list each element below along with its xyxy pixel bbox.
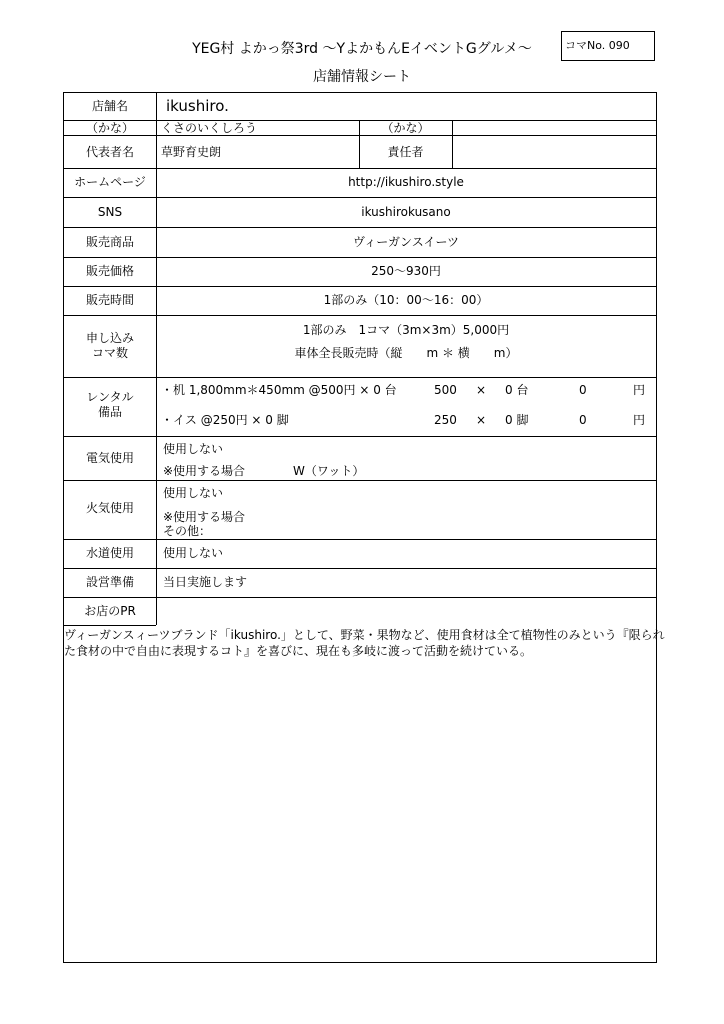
- fire-line-2: ※使用する場合: [163, 510, 246, 524]
- kana-label: （かな）: [85, 121, 134, 135]
- application-label-2: コマ数: [91, 346, 128, 360]
- products-value: ヴィーガンスイーツ: [353, 235, 459, 249]
- rental-chair-unit: 250: [434, 413, 457, 427]
- rental-chair-times: ×: [476, 413, 487, 427]
- column-line: [452, 120, 453, 168]
- pr-label: お店のPR: [84, 604, 136, 618]
- row-line: [64, 377, 656, 378]
- pr-line-2: た食材の中で自由に表現するコト』を喜びに、現在も多岐に渡って活動を続けている。: [64, 644, 533, 658]
- rental-chair-yen: 円: [633, 413, 646, 427]
- rental-desk-yen: 円: [633, 383, 646, 397]
- fire-line-1: 使用しない: [163, 486, 224, 500]
- row-line: [64, 227, 656, 228]
- store-name-label: 店舗名: [91, 99, 128, 113]
- setup-label: 設営準備: [85, 575, 134, 589]
- row-line: [64, 480, 656, 481]
- rental-desk-times: ×: [476, 383, 487, 397]
- rental-chair-desc: ・イス @250円 × 0 脚: [161, 413, 289, 427]
- sns-label: SNS: [97, 205, 123, 219]
- row-line: [64, 286, 656, 287]
- application-label-1: 申し込み: [85, 331, 134, 345]
- water-value: 使用しない: [163, 546, 224, 560]
- representative-value: 草野育史朗: [161, 145, 222, 159]
- kana-value: くさのいくしろう: [161, 121, 258, 135]
- row-line: [64, 257, 656, 258]
- price-value: 250〜930円: [371, 264, 441, 278]
- price-label: 販売価格: [85, 264, 134, 278]
- fire-label: 火気使用: [85, 501, 134, 515]
- row-line: [64, 436, 656, 437]
- application-line-1: 1部のみ 1コマ（3m×3m）5,000円: [302, 323, 510, 337]
- water-label: 水道使用: [85, 546, 134, 560]
- rental-chair-total: 0: [579, 413, 587, 427]
- rental-label-1: レンタル: [86, 390, 134, 404]
- rental-chair-qty: 0 脚: [505, 413, 529, 427]
- electric-line-2: ※使用する場合 W（ワット）: [163, 464, 365, 478]
- rental-desk-qty: 0 台: [505, 383, 529, 397]
- fire-line-3: その他：: [163, 524, 212, 538]
- homepage-label: ホームページ: [74, 175, 146, 189]
- sns-value: ikushirokusano: [361, 205, 451, 219]
- manager-label: 責任者: [387, 145, 424, 159]
- application-line-2: 車体全長販売時（縦 m ＊ 横 m）: [294, 346, 518, 360]
- hours-label: 販売時間: [85, 293, 134, 307]
- rental-desk-unit: 500: [434, 383, 457, 397]
- row-line: [64, 625, 156, 626]
- koma-number-box: コマNo. 090: [561, 31, 655, 61]
- rental-label-2: 備品: [97, 405, 122, 419]
- electric-line-1: 使用しない: [163, 442, 224, 456]
- row-line: [64, 539, 656, 540]
- electric-label: 電気使用: [85, 451, 134, 465]
- rental-desk-desc: ・机 1,800mm＊450mm @500円 × 0 台: [161, 383, 397, 397]
- products-label: 販売商品: [85, 235, 134, 249]
- representative-label: 代表者名: [85, 145, 134, 159]
- rental-desk-total: 0: [579, 383, 587, 397]
- pr-line-1: ヴィーガンスィーツブランド「ikushiro.」として、野菜・果物など、使用食材は全て植物性のみという『限られ: [64, 628, 665, 642]
- homepage-value: http://ikushiro.style: [348, 175, 464, 189]
- row-line: [64, 597, 656, 598]
- row-line: [64, 197, 656, 198]
- row-line: [64, 568, 656, 569]
- store-name-value: ikushiro.: [166, 97, 229, 115]
- kana-label-2: （かな）: [381, 121, 430, 135]
- row-line: [64, 315, 656, 316]
- row-line: [64, 168, 656, 169]
- info-table: [63, 92, 665, 963]
- hours-value: 1部のみ（10：00〜16：00）: [323, 293, 489, 307]
- sheet-title: YEG村 よかっ祭3rd 〜YよかもんEイベントGグルメ〜: [192, 41, 532, 57]
- sheet-subtitle: 店舗情報シート: [313, 69, 411, 85]
- setup-value: 当日実施します: [163, 575, 248, 589]
